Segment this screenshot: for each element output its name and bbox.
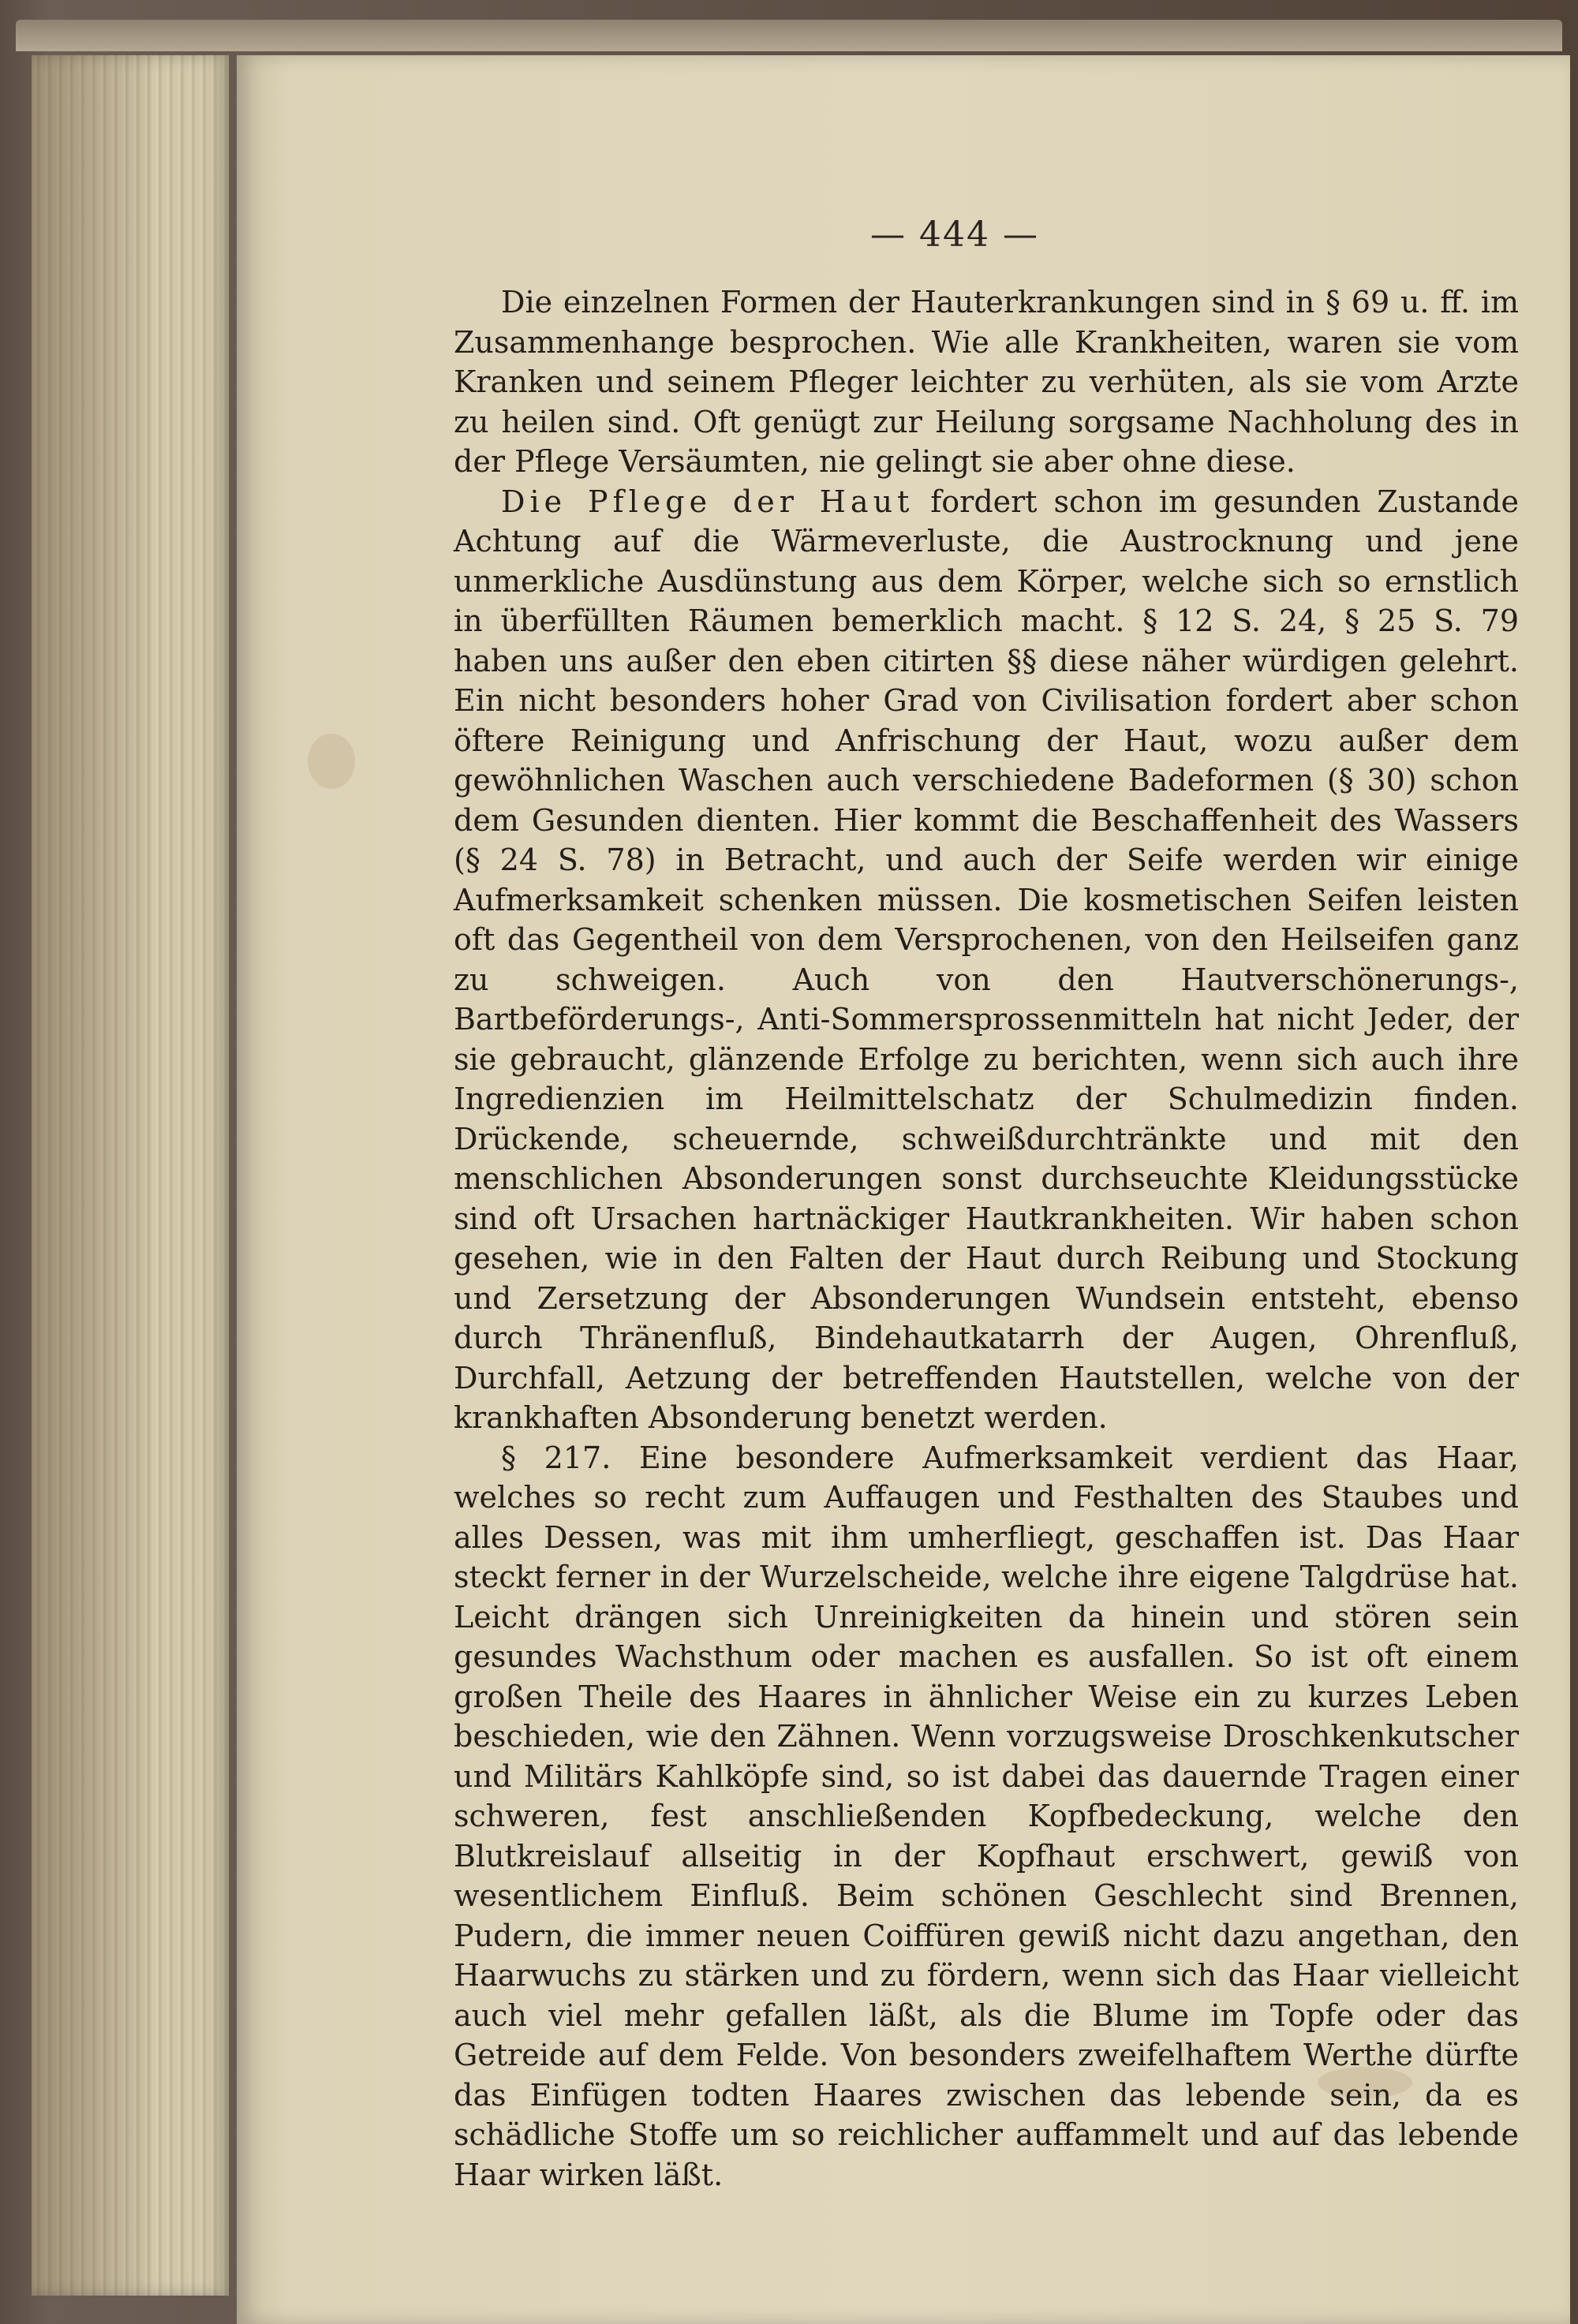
left-page-shadow — [32, 55, 150, 2296]
paragraph-1: Die einzelnen Formen der Hauterkrankungen sind in § 69 u. ff. im Zusammenhange besprochen. Wie alle Krankheiten, waren sie vom Kranken und seinem Pfleger leichter zu verhüten, als sie vom Arzte zu heilen sind. Oft genügt zur Heilung sorgsame Nachholung des in der Pflege Versäumten, nie gelingt sie aber ohne diese. — [454, 285, 1519, 479]
paragraph-3: § 217. Eine besondere Aufmerksamkeit verdient das Haar, welches so recht zum Auffaugen und Festhalten des Staubes und alles Dessen, was mit ihm umherfliegt, geschaffen ist. Das Haar steckt ferner in der Wurzelscheide, welche ihre eigene Talgdrüse hat. Leicht drängen sich Unreinigkeiten da hinein und stören sein gesundes Wachsthum oder machen es ausfallen. So ist oft einem großen Theile des Haares in ähnlicher Weise ein zu kurzes Leben beschieden, wie den Zähnen. Wenn vorzugsweise Droschkenkutscher und Militärs Kahlköpfe sind, so ist dabei das dauernde Tragen einer schweren, fest anschließenden Kopfbedeckung, welche den Blutkreislauf allseitig in der Kopfhaut erschwert, gewiß von wesentlichem Einfluß. Beim schönen Geschlecht sind Brennen, Pudern, die immer neuen Coiffüren gewiß nicht dazu angethan, den Haarwuchs zu stärken und zu fördern, wenn sich das Haar vielleicht auch viel mehr gefallen läßt, als die Blume im Topfe oder das Getreide auf dem Felde. Von besonders zweifelhaftem Werthe dürfte das Einfügen todten Haares zwischen das lebende sein, da es schädliche Stoffe um so reichlicher auffammelt und auf das lebende Haar wirken läßt. — [454, 1440, 1519, 2192]
paragraph-2 — [454, 482, 1519, 1438]
paragraph-2-lead: Die Pflege der Haut — [501, 484, 914, 519]
book-top-edge — [16, 20, 1562, 51]
paragraph-2-body: fordert schon im gesunden Zustande Achtung auf die Wärmeverluste, die Austrocknung und jene unmerkliche Ausdünstung aus dem Körper, welche sich so ernstlich in überfüllten Räumen bemerklich macht. § 12 S. 24, § 25 S. 79 haben uns außer den eben citirten §§ diese näher würdigen gelehrt. Ein nicht besonders hoher Grad von Civilisation fordert aber schon öftere Reinigung und Anfrischung der Haut, wozu außer dem gewöhnlichen Waschen auch verschiedene Badeformen (§ 30) schon dem Gesunden dienten. Hier kommt die Beschaffenheit des Wassers (§ 24 S. 78) in Betracht, und auch der Seife werden wir einige Aufmerksamkeit schenken müssen. Die kosmetischen Seifen leisten oft das Gegentheil von dem Versprochenen, von den Heilseifen ganz zu schweigen. Auch von den Hautverschönerungs-, Bartbeförderungs-, Anti-Sommersprossenmitteln hat nicht Jeder, der sie gebraucht, glänzende Erfolge zu berichten, wenn sich auch ihre Ingredienzien im Heilmittelschatz der Schulmedizin finden. Drückende, scheuernde, schweißdurchtränkte und mit den menschlichen Absonderungen sonst durchseuchte Kleidungsstücke sind oft Ursachen hartnäckiger Hautkrankheiten. Wir haben schon gesehen, wie in den Falten der Haut durch Reibung und Stockung und Zersetzung der Absonderungen Wundsein entsteht, ebenso durch Thränenfluß, Bindehautkatarrh der Augen, Ohrenfluß, Durchfall, Aetzung der betreffenden Hautstellen, welche von der krankhaften Absonderung benetzt werden. — [454, 484, 1520, 1435]
page-number: — 444 — — [870, 215, 1039, 255]
paper-stain — [308, 734, 355, 789]
page-text — [454, 282, 1519, 2195]
